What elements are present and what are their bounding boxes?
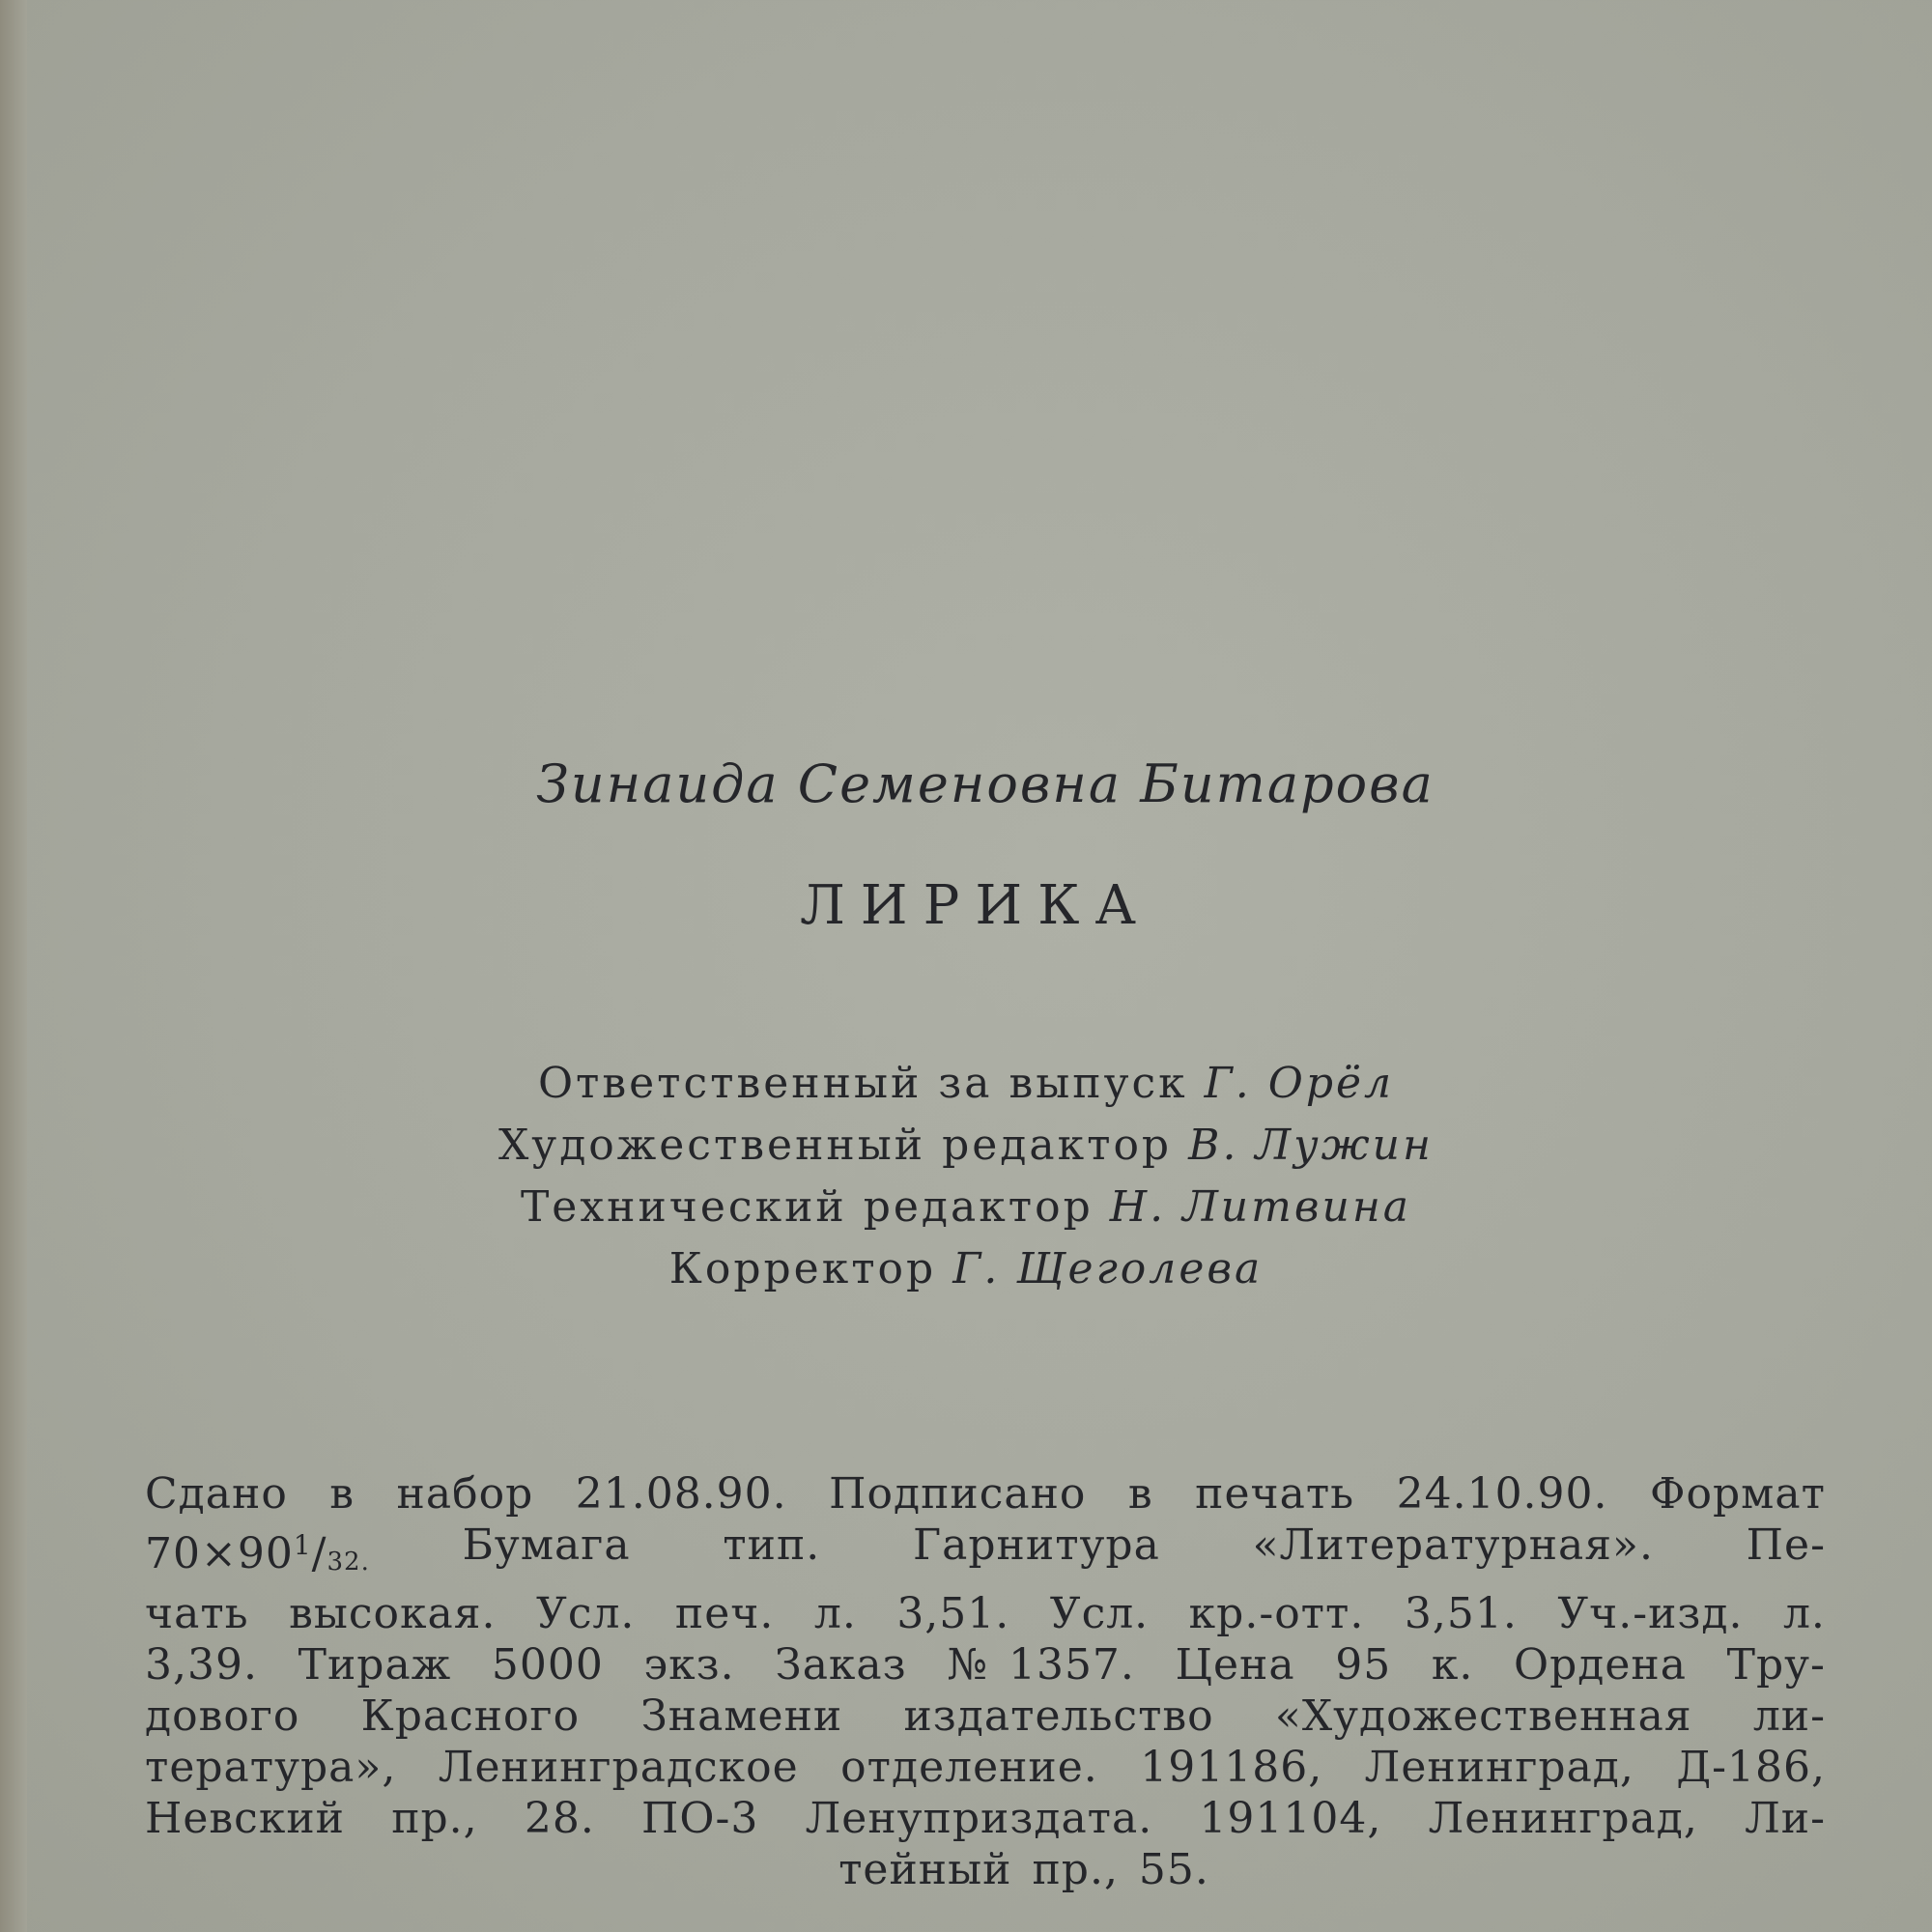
imprint-word: Подписано — [829, 1469, 1087, 1519]
imprint-word: Красного — [360, 1691, 581, 1741]
imprint-word: Цена — [1175, 1640, 1295, 1690]
imprint-line — [145, 1468, 1826, 1520]
imprint-word: 21.08.90. — [575, 1469, 787, 1519]
imprint-word: Формат — [1650, 1469, 1826, 1519]
credit-name: Г. Орёл — [1204, 1059, 1395, 1108]
imprint-word: ПО-3 — [641, 1794, 759, 1843]
imprint-word: Усл. — [1049, 1589, 1150, 1638]
imprint-word: Усл. — [536, 1589, 636, 1638]
credit-role: Ответственный за выпуск — [537, 1059, 1188, 1108]
imprint-word: Пе- — [1746, 1520, 1826, 1570]
imprint-word: Ленинград, — [1364, 1743, 1634, 1792]
imprint-word: Бумага — [462, 1520, 631, 1570]
imprint-word: Невский — [145, 1794, 345, 1843]
imprint-line — [145, 1690, 1826, 1742]
imprint-line — [145, 1793, 1826, 1844]
imprint-word: Тираж — [298, 1640, 452, 1690]
imprint-line — [145, 1588, 1826, 1639]
imprint-word: отделение. — [840, 1743, 1098, 1792]
imprint-word: л. — [813, 1589, 857, 1638]
imprint-word: тип. — [723, 1520, 821, 1570]
imprint-line — [145, 1520, 1826, 1588]
imprint-line — [145, 1639, 1826, 1690]
imprint-word: Ордена — [1514, 1640, 1687, 1690]
credit-row — [0, 1053, 1932, 1115]
author-name: Зинаида Семеновна Битарова — [536, 753, 1435, 814]
imprint-word: Заказ — [775, 1640, 907, 1690]
page-gutter — [0, 0, 27, 1932]
imprint-word: Ли- — [1745, 1794, 1826, 1843]
imprint-block — [145, 1468, 1826, 1895]
imprint-word: Ленуприздата. — [805, 1794, 1153, 1843]
imprint-word: Сдано — [145, 1469, 288, 1519]
imprint-word: печ. — [674, 1589, 775, 1638]
imprint-word: печать — [1195, 1469, 1355, 1519]
imprint-word: издательство — [903, 1691, 1214, 1741]
credit-name: Н. Литвина — [1109, 1182, 1412, 1232]
imprint-word: Ленинград, — [1428, 1794, 1698, 1843]
credit-row — [0, 1115, 1932, 1177]
imprint-word: экз. — [643, 1640, 735, 1690]
imprint-word: кр.-отт. — [1188, 1589, 1365, 1638]
imprint-word: л. — [1782, 1589, 1826, 1638]
credit-row — [0, 1238, 1932, 1300]
credit-row — [0, 1177, 1932, 1238]
imprint-word: Д-186, — [1676, 1743, 1826, 1792]
imprint-word: 3,51. — [1404, 1589, 1518, 1638]
imprint-word: к. — [1431, 1640, 1474, 1690]
credit-role: Художественный редактор — [497, 1121, 1173, 1170]
imprint-word: высокая. — [289, 1589, 497, 1638]
imprint-word: 28. — [524, 1794, 595, 1843]
imprint-word: 5000 — [491, 1640, 604, 1690]
imprint-word: в — [329, 1469, 355, 1519]
imprint-word: 95 — [1335, 1640, 1392, 1690]
imprint-line-last: тейный пр., 55. — [838, 1845, 1209, 1894]
imprint-word: в — [1127, 1469, 1153, 1519]
paper-format: $70\times 90^1/_{32.}$ — [145, 1529, 370, 1578]
imprint-word: ли- — [1752, 1691, 1826, 1741]
imprint-word: Уч.-изд. — [1557, 1589, 1744, 1638]
imprint-word: № 1357. — [947, 1640, 1135, 1690]
imprint-line — [145, 1742, 1826, 1793]
imprint-word: чать — [145, 1589, 249, 1638]
credit-name: Г. Щеголева — [952, 1244, 1264, 1293]
credit-name: В. Лужин — [1188, 1121, 1434, 1170]
imprint-word: Знамени — [640, 1691, 843, 1741]
imprint-word: 24.10.90. — [1396, 1469, 1608, 1519]
credit-role: Корректор — [668, 1244, 937, 1293]
imprint-word: 3,51. — [896, 1589, 1010, 1638]
book-title: ЛИРИКА — [800, 874, 1151, 937]
credits-block — [0, 1053, 1932, 1300]
imprint-word: 191186, — [1140, 1743, 1323, 1792]
imprint-word: «Художественная — [1274, 1691, 1692, 1741]
imprint-word: дового — [145, 1691, 300, 1741]
imprint-word: Гарнитура — [913, 1520, 1160, 1570]
imprint-word: 191104, — [1199, 1794, 1382, 1843]
imprint-word: набор — [396, 1469, 534, 1519]
imprint-word: «Литературная». — [1252, 1520, 1654, 1570]
imprint-word: тература», — [145, 1743, 397, 1792]
imprint-word: Тру- — [1726, 1640, 1826, 1690]
credit-role: Технический редактор — [520, 1182, 1094, 1232]
imprint-word: Ленинградское — [438, 1743, 799, 1792]
imprint-word: пр., — [391, 1794, 478, 1843]
imprint-word: 3,39. — [145, 1640, 258, 1690]
